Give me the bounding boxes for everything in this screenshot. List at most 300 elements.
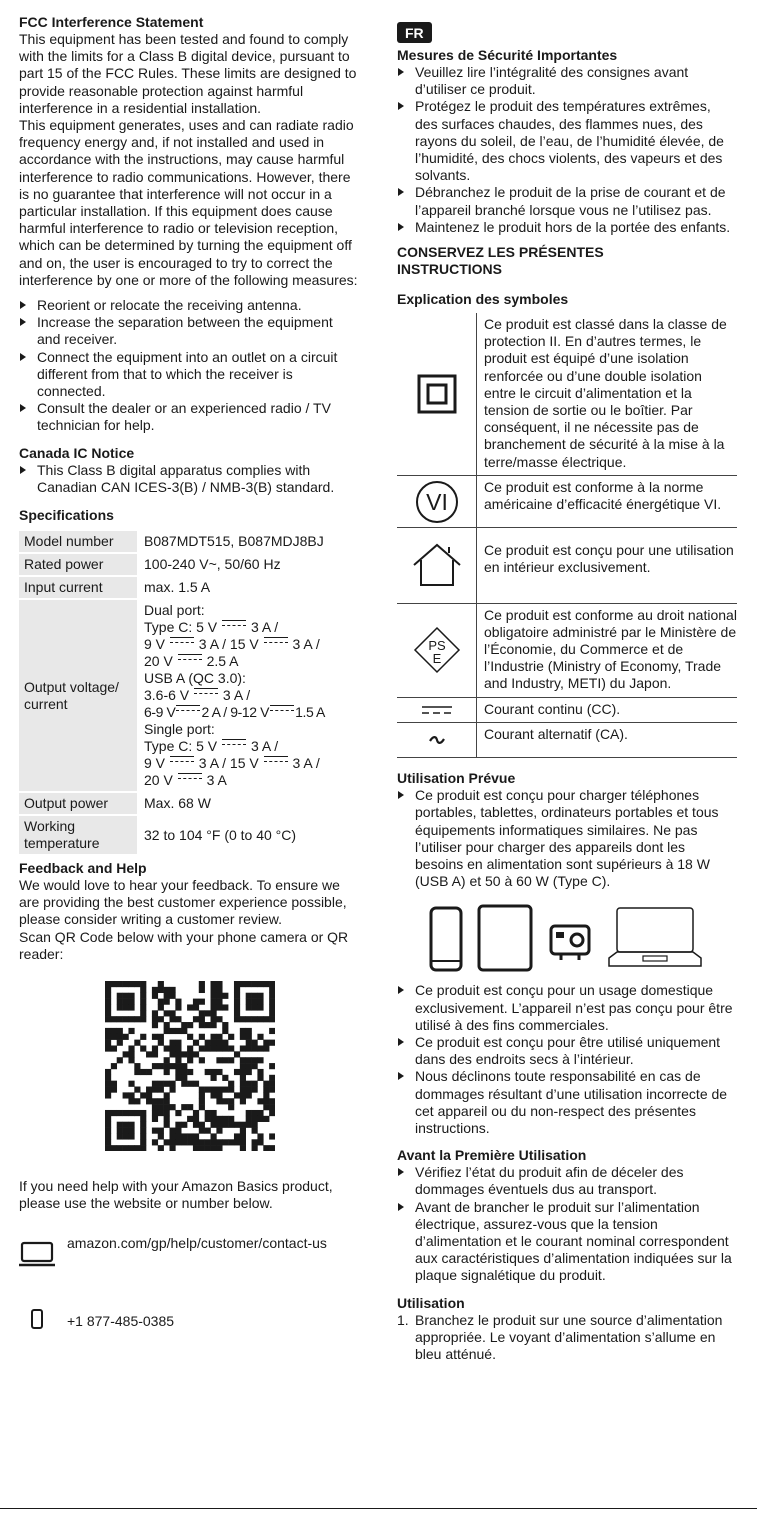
qr-module [269, 1005, 275, 1011]
qr-module [234, 987, 240, 993]
qr-module [216, 1040, 222, 1046]
qr-module [193, 1134, 199, 1140]
qr-module [111, 1046, 117, 1052]
usage-list [397, 982, 737, 1137]
qr-module [117, 1122, 123, 1128]
qr-module [216, 1016, 222, 1022]
qr-module [152, 1063, 158, 1069]
output-line: USB A (QC 3.0): [144, 670, 246, 687]
qr-module [205, 1145, 211, 1151]
qr-module [257, 1139, 263, 1145]
qr-module [175, 1122, 181, 1128]
qr-module [128, 1028, 134, 1034]
qr-module [205, 1069, 211, 1075]
qr-module [105, 1110, 111, 1116]
qr-module [211, 1092, 217, 1098]
qr-module [199, 1057, 205, 1063]
qr-module [257, 993, 263, 999]
qr-module [193, 1110, 199, 1116]
qr-module [140, 1010, 146, 1016]
qr-module [228, 1081, 234, 1087]
table-row [19, 815, 357, 855]
qr-module [216, 987, 222, 993]
symbol-description: Ce produit est conforme au droit national obligatoire administré par le Ministère de l’Économie, du Commerce et de l’Industrie (Ministry of Economy, Trade and Industry, METI) du Japon. [484, 606, 737, 692]
qr-module [105, 1087, 111, 1093]
list-item: Ce produit est conçu pour un usage domestique exclusivement. L’appareil n’est pas conçu pour être utilisé à des fins commerciales. [397, 982, 737, 1034]
qr-module [252, 1139, 258, 1145]
qr-module [111, 1081, 117, 1087]
qr-module [164, 1057, 170, 1063]
qr-module [169, 1087, 175, 1093]
qr-module [240, 1069, 246, 1075]
qr-module [123, 981, 129, 987]
qr-module [117, 1005, 123, 1011]
qr-module [123, 1016, 129, 1022]
qr-module [257, 1098, 263, 1104]
right-column [397, 0, 737, 1363]
qr-module [234, 1005, 240, 1011]
qr-module [169, 1063, 175, 1069]
qr-module [140, 1128, 146, 1134]
qr-module [152, 1022, 158, 1028]
qr-module [269, 1040, 275, 1046]
qr-module [216, 1087, 222, 1093]
qr-module [158, 1098, 164, 1104]
qr-module [169, 1010, 175, 1016]
qr-module [263, 1092, 269, 1098]
qr-module [199, 987, 205, 993]
qr-module [175, 1128, 181, 1134]
qr-module [140, 1122, 146, 1128]
qr-module [169, 1051, 175, 1057]
qr-module [257, 1075, 263, 1081]
qr-module [222, 1122, 228, 1128]
pse-diamond-icon [397, 604, 477, 697]
qr-module [152, 1139, 158, 1145]
symbol-description: Ce produit est conçu pour une utilisation en intérieur exclusivement. [484, 542, 734, 576]
qr-module [117, 1145, 123, 1151]
qr-module [128, 1081, 134, 1087]
qr-module [105, 1034, 111, 1040]
symbol-description: Ce produit est conforme à la norme américaine d’efficacité énergétique VI. [484, 478, 722, 513]
qr-module [175, 1051, 181, 1057]
qr-module [228, 1034, 234, 1040]
qr-module [216, 1034, 222, 1040]
qr-module [105, 993, 111, 999]
qr-module [123, 1128, 129, 1134]
qr-module [222, 1057, 228, 1063]
qr-module [175, 1016, 181, 1022]
qr-module [257, 1069, 263, 1075]
qr-module [152, 1104, 158, 1110]
dc-symbol-icon [270, 705, 294, 715]
list-item: Ce produit est conçu pour charger téléphones portables, tablettes, ordinateurs portables et tous équipements informatiques similaires. Ne pas l’utiliser pour charger des appareils dont les besoins en alimentation sont supérieurs à 18 W (USB A) et 50 à 60 W (Type C). [397, 787, 737, 890]
qr-module [269, 1063, 275, 1069]
dc-symbol-icon [176, 705, 200, 715]
table-row [19, 553, 357, 576]
specifications-title: Specifications [19, 507, 114, 524]
qr-module [211, 1075, 217, 1081]
qr-module [246, 1069, 252, 1075]
qr-module [216, 1122, 222, 1128]
list-item: Protégez le produit des températures extrêmes, des surfaces chaudes, des flammes nues, des rayons du soleil, de l’eau, de l’humidité élevée, de l’humidité, des chocs violents, des vapeurs et des solvants. [397, 98, 737, 184]
qr-module [257, 981, 263, 987]
svg-text:E: E [432, 651, 441, 667]
support-website-link[interactable]: amazon.com/gp/help/customer/contact-us [67, 1234, 327, 1251]
left-column [19, 0, 359, 1334]
dc-symbol-icon [178, 654, 202, 664]
qr-module [252, 981, 258, 987]
output-line: 20 V 3 A [144, 772, 227, 789]
qr-module [105, 981, 111, 987]
qr-module [123, 1051, 129, 1057]
qr-module [269, 1028, 275, 1034]
qr-module [187, 1022, 193, 1028]
list-item: Débranchez le produit de la prise de courant et de l’appareil branché lorsque vous ne l’utilisez pas. [397, 184, 737, 218]
output-line: Dual port: [144, 602, 205, 619]
qr-module [175, 1040, 181, 1046]
output-line: 9 V 3 A / 15 V 3 A / [144, 636, 320, 653]
qr-module [240, 1028, 246, 1034]
qr-module [175, 1028, 181, 1034]
qr-module [240, 1098, 246, 1104]
qr-module [263, 1081, 269, 1087]
qr-module [222, 1046, 228, 1052]
qr-module [257, 1134, 263, 1140]
qr-module [234, 1069, 240, 1075]
qr-module [164, 1116, 170, 1122]
qr-module [152, 1010, 158, 1016]
qr-module [175, 999, 181, 1005]
qr-module [152, 1098, 158, 1104]
qr-module [181, 1139, 187, 1145]
qr-module [193, 1139, 199, 1145]
qr-module [181, 1028, 187, 1034]
qr-module [175, 1046, 181, 1052]
qr-module [234, 1092, 240, 1098]
qr-module [205, 1010, 211, 1016]
list-item: Increase the separation between the equipment and receiver. [19, 314, 359, 348]
qr-module [105, 987, 111, 993]
qr-module [123, 1122, 129, 1128]
qr-module [169, 987, 175, 993]
qr-module [199, 1022, 205, 1028]
qr-module [216, 1092, 222, 1098]
qr-module [181, 1051, 187, 1057]
qr-module [240, 1134, 246, 1140]
qr-module [164, 1028, 170, 1034]
qr-module [216, 1145, 222, 1151]
qr-module [123, 993, 129, 999]
qr-module [158, 981, 164, 987]
qr-module [158, 1081, 164, 1087]
qr-module [216, 1046, 222, 1052]
feedback-title: Feedback and Help [19, 860, 147, 877]
qr-module [228, 1087, 234, 1093]
qr-module [234, 1122, 240, 1128]
qr-module [263, 1098, 269, 1104]
list-item: Connect the equipment into an outlet on a circuit different from that to which the receiver is connected. [19, 349, 359, 401]
qr-module [152, 1081, 158, 1087]
qr-module [269, 1010, 275, 1016]
qr-module [211, 1034, 217, 1040]
qr-module [169, 1028, 175, 1034]
symbol-description: Courant continu (CC). [484, 700, 621, 717]
qr-module [252, 1005, 258, 1011]
qr-module [105, 1028, 111, 1034]
qr-module [152, 1016, 158, 1022]
qr-module [211, 1116, 217, 1122]
spec-value: max. 1.5 A [137, 576, 357, 599]
qr-module [146, 1069, 152, 1075]
qr-module [246, 1116, 252, 1122]
qr-module [199, 1092, 205, 1098]
output-line: 6-9 V 2 A / 9-12 V 1.5 A [144, 704, 325, 721]
qr-module [111, 1016, 117, 1022]
output-line: 20 V 2.5 A [144, 653, 239, 670]
qr-module [222, 1116, 228, 1122]
qr-module [205, 1139, 211, 1145]
qr-module [128, 1122, 134, 1128]
spec-value: Max. 68 W [137, 792, 357, 815]
qr-module [175, 1057, 181, 1063]
qr-module [187, 1057, 193, 1063]
fcc-paragraph-2: This equipment generates, uses and can radiate radio frequency energy and, if not installed and used in accordance with the instructions, may cause harmful interference to radio communications. However, there is no guarantee that interference will not occur in a particular installation. If this equipment does cause harmful interference to radio or television reception, which can be determined by turning the equipment off and on, the user is encouraged to try to correct the interference by one or more of the following measures: [19, 117, 358, 288]
qr-module [152, 1034, 158, 1040]
qr-module [211, 999, 217, 1005]
phone-row [19, 1309, 359, 1334]
qr-module [193, 1051, 199, 1057]
qr-module [158, 1134, 164, 1140]
qr-module [193, 1081, 199, 1087]
qr-module [158, 999, 164, 1005]
qr-module [205, 1116, 211, 1122]
qr-module [211, 1005, 217, 1011]
qr-module [128, 1051, 134, 1057]
qr-module [158, 1128, 164, 1134]
dc-symbol-icon [170, 756, 194, 766]
qr-module [134, 1110, 140, 1116]
qr-module [123, 1005, 129, 1011]
spec-label: Input current [19, 576, 137, 599]
table-row [19, 599, 357, 792]
qr-module [216, 993, 222, 999]
dc-symbol-icon [170, 637, 194, 647]
qr-module [193, 1040, 199, 1046]
qr-module [193, 1005, 199, 1011]
qr-module [246, 1046, 252, 1052]
qr-code[interactable] [105, 981, 275, 1151]
spec-value-output [137, 599, 357, 792]
qr-module [199, 1046, 205, 1052]
qr-module [128, 1145, 134, 1151]
qr-module [169, 1128, 175, 1134]
before-first-use-title: Avant la Première Utilisation [397, 1147, 587, 1164]
qr-module [146, 1051, 152, 1057]
qr-module [199, 981, 205, 987]
qr-module [117, 1128, 123, 1134]
qr-module [222, 1139, 228, 1145]
before-first-use-list [397, 1164, 737, 1284]
qr-module [158, 1087, 164, 1093]
dc-symbol-icon [264, 637, 288, 647]
qr-module [140, 1139, 146, 1145]
qr-module [123, 1134, 129, 1140]
qr-module [252, 1110, 258, 1116]
qr-module [263, 981, 269, 987]
qr-module [152, 1087, 158, 1093]
fcc-title: FCC Interference Statement [19, 14, 204, 30]
qr-module [228, 1098, 234, 1104]
qr-module [240, 1034, 246, 1040]
qr-module [169, 1134, 175, 1140]
qr-module [158, 1040, 164, 1046]
qr-module [187, 1081, 193, 1087]
fcc-paragraph-1: This equipment has been tested and found to comply with the limits for a Class B digital device, pursuant to part 15 of the FCC Rules. These limits are designed to provide reasonable protection against harmful interference in a residential installation. [19, 31, 357, 116]
qr-module [169, 1139, 175, 1145]
qr-module [222, 1040, 228, 1046]
qr-module [269, 1104, 275, 1110]
qr-module [128, 1128, 134, 1134]
qr-module [240, 1145, 246, 1151]
qr-module [134, 1040, 140, 1046]
qr-module [211, 1016, 217, 1022]
qr-module [128, 1057, 134, 1063]
qr-module [117, 1028, 123, 1034]
qr-module [257, 1116, 263, 1122]
qr-module [211, 1110, 217, 1116]
qr-module [105, 1134, 111, 1140]
specifications-table [19, 530, 357, 856]
laptop-icon [19, 1241, 67, 1274]
language-badge: FR [397, 22, 432, 43]
qr-module [187, 1104, 193, 1110]
qr-module [234, 993, 240, 999]
qr-module [246, 1028, 252, 1034]
qr-module [105, 1046, 111, 1052]
qr-module [117, 1110, 123, 1116]
qr-module [199, 1145, 205, 1151]
qr-module [216, 1116, 222, 1122]
qr-module [140, 1134, 146, 1140]
qr-module [175, 1005, 181, 1011]
qr-module [187, 1051, 193, 1057]
qr-module [269, 1145, 275, 1151]
qr-module [164, 1098, 170, 1104]
spec-value: 32 to 104 °F (0 to 40 °C) [137, 815, 357, 855]
qr-module [164, 1139, 170, 1145]
qr-module [228, 1116, 234, 1122]
qr-module [269, 999, 275, 1005]
qr-module [134, 981, 140, 987]
qr-module [216, 1005, 222, 1011]
output-line: 9 V 3 A / 15 V 3 A / [144, 755, 320, 772]
qr-module [205, 1040, 211, 1046]
qr-module [263, 1104, 269, 1110]
spec-label: Output voltage/ current [19, 599, 137, 792]
qr-module [164, 1010, 170, 1016]
qr-module [205, 1110, 211, 1116]
qr-module [152, 1046, 158, 1052]
qr-module [216, 1128, 222, 1134]
qr-module [246, 999, 252, 1005]
qr-module [117, 1057, 123, 1063]
qr-module [175, 1069, 181, 1075]
qr-module [269, 1081, 275, 1087]
support-phone[interactable]: +1 877-485-0385 [67, 1313, 175, 1329]
spec-label: Output power [19, 792, 137, 815]
qr-module [181, 1075, 187, 1081]
qr-module [222, 1087, 228, 1093]
dc-symbol-icon [178, 773, 202, 783]
qr-module [252, 1087, 258, 1093]
qr-module [263, 1040, 269, 1046]
dc-symbol-icon [264, 756, 288, 766]
qr-module [199, 1034, 205, 1040]
qr-module [181, 1022, 187, 1028]
qr-module [252, 999, 258, 1005]
qr-module [187, 1046, 193, 1052]
qr-module [216, 999, 222, 1005]
list-item: Avant de brancher le produit sur l’alimentation électrique, assurez-vous que la tension d’alimentation et le courant nominal correspondent aux caractéristiques d’alimentation indiquées sur la plaque signalétique du produit. [397, 1199, 737, 1285]
qr-module [105, 1075, 111, 1081]
list-item: Vérifiez l’état du produit afin de déceler des dommages éventuels dus au transport. [397, 1164, 737, 1198]
qr-module [111, 1034, 117, 1040]
qr-module [269, 1110, 275, 1116]
qr-module [128, 1046, 134, 1052]
qr-module [164, 1122, 170, 1128]
qr-module [257, 1016, 263, 1022]
alternating-current-icon [397, 723, 477, 757]
list-item: Veuillez lire l’intégralité des consignes avant d’utiliser ce produit. [397, 64, 737, 98]
qr-module [175, 1139, 181, 1145]
qr-module [152, 1116, 158, 1122]
qr-module [169, 1046, 175, 1052]
qr-module [240, 1063, 246, 1069]
qr-module [246, 1122, 252, 1128]
qr-module [187, 1139, 193, 1145]
qr-module [181, 1081, 187, 1087]
qr-module [128, 1098, 134, 1104]
qr-module [240, 1016, 246, 1022]
qr-module [187, 1116, 193, 1122]
qr-module [257, 1110, 263, 1116]
qr-module [152, 987, 158, 993]
page-bottom-rule [0, 1508, 757, 1509]
qr-module [211, 1010, 217, 1016]
qr-module [205, 1087, 211, 1093]
fcc-measures-list [19, 297, 359, 435]
qr-module [269, 1075, 275, 1081]
phone-device-icon [429, 906, 463, 972]
qr-module [117, 993, 123, 999]
qr-module [134, 1063, 140, 1069]
qr-module [105, 999, 111, 1005]
qr-module [205, 1022, 211, 1028]
qr-module [181, 1063, 187, 1069]
qr-module [164, 1081, 170, 1087]
qr-module [257, 1046, 263, 1052]
qr-module [181, 1134, 187, 1140]
qr-module [263, 1087, 269, 1093]
canada-title: Canada IC Notice [19, 444, 135, 461]
qr-module [199, 1016, 205, 1022]
qr-module [111, 1028, 117, 1034]
qr-module [134, 1098, 140, 1104]
device-illustrations [429, 904, 737, 972]
qr-module [134, 1016, 140, 1022]
list-item: Consult the dealer or an experienced radio / TV technician for help. [19, 400, 359, 434]
